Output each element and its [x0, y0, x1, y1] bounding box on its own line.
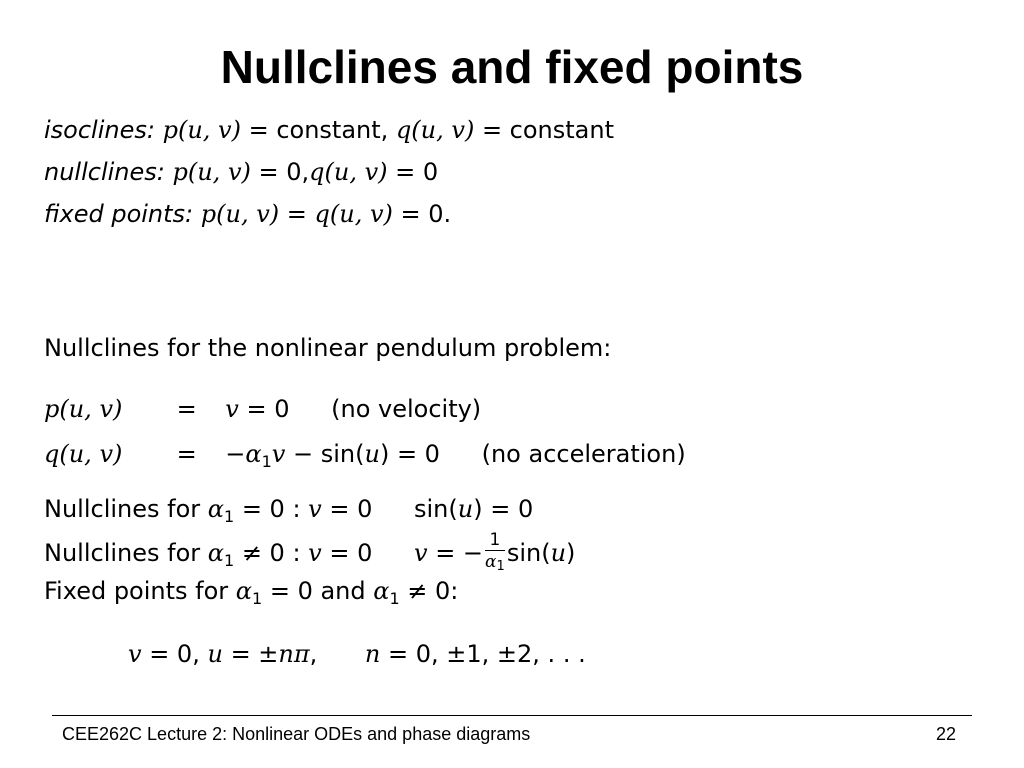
fixed-points-line [44, 200, 451, 228]
nullclines-alpha-zero: Nullclines for $\alpha_1 = 0$ : v = 0 sin(u) = 0 [44, 495, 534, 526]
equation-q-lhs: q(u, v) [44, 440, 123, 468]
footer-divider [52, 715, 972, 716]
equation-p [44, 395, 481, 423]
fixed-points-solution: v = 0, u = ±nπ, n = 0, ±1, ±2, . . . [128, 640, 586, 668]
n-values: n = 0, ±1, ±2, . . . [364, 640, 586, 668]
equation-p-rhs: v = 0 [225, 395, 290, 423]
equation-q-equals: = [176, 440, 197, 468]
one-over-alpha-fraction: $\frac{1}{\alpha_1}$ [485, 530, 505, 574]
nullclines-alpha-nonzero-extra: v = − $\frac{1}{\alpha_1}$ sin(u) [414, 539, 575, 567]
equation-p-note: (no velocity) [331, 395, 482, 423]
equation-q-rhs: $-\alpha_1v - \sin(u) = 0$ [225, 440, 440, 471]
nullclines-alpha-zero-extra: sin(u) = 0 [414, 495, 534, 523]
equation-q [44, 440, 686, 471]
equation-p-equals: = [176, 395, 197, 423]
pendulum-heading: Nullclines for the nonlinear pendulum problem: [44, 334, 612, 362]
fixed-points-label: fixed points: [44, 200, 194, 228]
isoclines-eq: p(u, v) = constant, q(u, v) = constant [162, 116, 615, 144]
isoclines-line [44, 116, 614, 144]
fixed-points-statement: Fixed points for $\alpha_1 = 0$ and $\alpha_1 \ne 0$: [44, 577, 459, 608]
nullclines-line [44, 158, 438, 186]
footer-course-title: CEE262C Lecture 2: Nonlinear ODEs and phase diagrams [62, 724, 531, 744]
nullclines-alpha-nonzero: Nullclines for $\alpha_1 \ne 0$ : v = 0 v = − $\frac{1}{\alpha_1}$ sin(u) [44, 530, 575, 578]
nullclines-label: nullclines: [44, 158, 165, 186]
fixed-points-eq: p(u, v) = q(u, v) = 0. [200, 200, 452, 228]
isoclines-label: isoclines: [44, 116, 155, 144]
nullclines-eq: p(u, v) = 0,q(u, v) = 0 [172, 158, 439, 186]
equation-p-lhs: p(u, v) [44, 395, 123, 423]
slide-title: Nullclines and fixed points [220, 41, 804, 93]
equation-q-note: (no acceleration) [481, 440, 686, 468]
footer-page-number: 22 [936, 724, 957, 744]
